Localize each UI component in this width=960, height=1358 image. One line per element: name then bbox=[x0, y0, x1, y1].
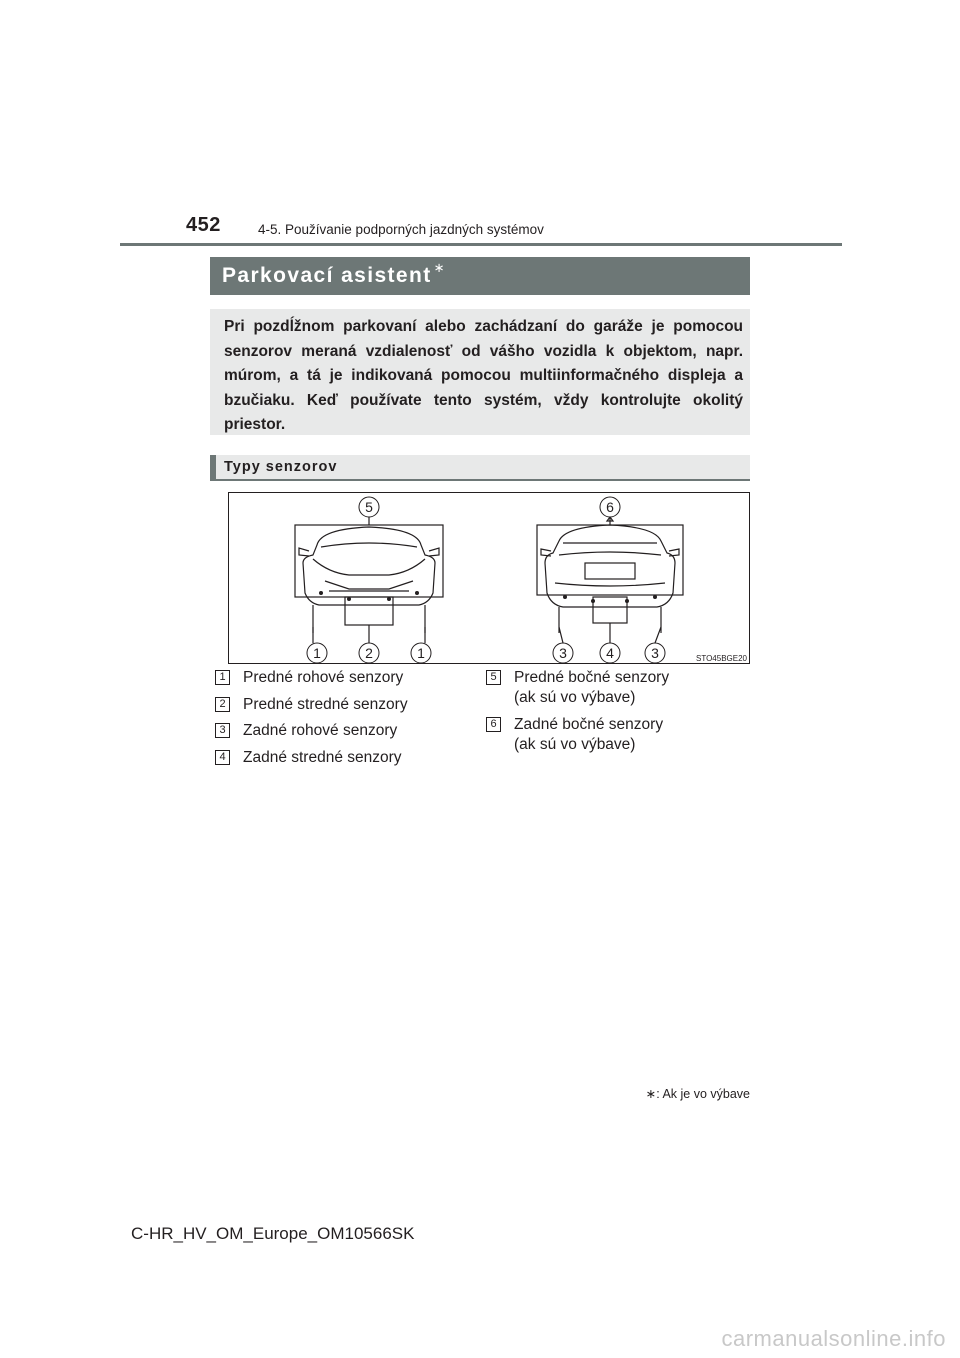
legend-label: Zadné bočné senzory bbox=[514, 715, 664, 733]
callout-front-side: 5 bbox=[365, 499, 373, 515]
legend-label: Zadné rohové senzory bbox=[243, 722, 398, 739]
page-number: 452 bbox=[186, 214, 221, 236]
legend-item bbox=[215, 748, 408, 768]
intro-text: Pri pozdĺžnom parkovaní alebo zachádzaní do garáže je pomocou senzorov meraná vzdialenosť od vášho vozidla k objektom, napr. múrom, a tá je indikovaná pomocou multiinformačného displeja a bzučiaku. Keď používate tento systém, vždy kontrolujte okolitý priestor. bbox=[224, 318, 743, 433]
footnote bbox=[646, 1086, 750, 1101]
intro-box bbox=[210, 309, 750, 435]
legend-item bbox=[486, 668, 669, 708]
footer-doc-id: C-HR_HV_OM_Europe_OM10566SK bbox=[131, 1224, 415, 1243]
sensor-diagram bbox=[229, 493, 751, 665]
legend-number: 6 bbox=[486, 717, 501, 732]
legend-label: Zadné stredné senzory bbox=[243, 748, 402, 766]
callout-front-corner-left: 1 bbox=[313, 645, 321, 661]
callout-rear-side: 6 bbox=[606, 499, 614, 515]
sensor-figure bbox=[228, 492, 750, 664]
legend-number: 3 bbox=[215, 723, 230, 738]
legend-label-note: (ak sú vo výbave) bbox=[514, 735, 636, 753]
legend-item bbox=[215, 668, 408, 688]
watermark: carmanualsonline.info bbox=[721, 1326, 946, 1351]
legend-left bbox=[215, 668, 408, 774]
footnote-text: : Ak je vo výbave bbox=[656, 1087, 750, 1101]
footnote-mark: ∗ bbox=[645, 1087, 657, 1101]
callout-rear-corner-right: 3 bbox=[651, 645, 659, 661]
legend-number: 2 bbox=[215, 697, 230, 712]
legend-label: Predné stredné senzory bbox=[243, 695, 408, 713]
legend-label-note: (ak sú vo výbave) bbox=[514, 689, 636, 706]
legend-item bbox=[215, 695, 408, 715]
subheader bbox=[210, 455, 750, 481]
page-title: Parkovací asistent bbox=[222, 264, 432, 287]
header-divider bbox=[120, 243, 842, 246]
legend-number: 5 bbox=[486, 670, 501, 685]
legend-item bbox=[215, 721, 408, 741]
legend-right bbox=[486, 668, 669, 761]
legend-item bbox=[486, 715, 669, 755]
legend-label: Predné rohové senzory bbox=[243, 669, 404, 686]
title-asterisk: ∗ bbox=[433, 260, 445, 275]
legend-number: 4 bbox=[215, 750, 230, 765]
legend-label: Predné bočné senzory bbox=[514, 669, 670, 686]
figure-code: STO45BGE20 bbox=[696, 654, 747, 663]
section-title: 4-5. Používanie podporných jazdných systémov bbox=[258, 222, 544, 237]
callout-rear-corner-left: 3 bbox=[559, 645, 567, 661]
callout-front-corner-right: 1 bbox=[417, 645, 425, 661]
rear-car-illustration bbox=[537, 517, 683, 633]
legend-number: 1 bbox=[215, 670, 230, 685]
subheader-text: Typy senzorov bbox=[224, 459, 338, 475]
callout-front-center: 2 bbox=[365, 645, 373, 661]
title-bar bbox=[210, 257, 750, 295]
front-car-illustration bbox=[295, 525, 443, 633]
callout-rear-center: 4 bbox=[606, 645, 614, 661]
